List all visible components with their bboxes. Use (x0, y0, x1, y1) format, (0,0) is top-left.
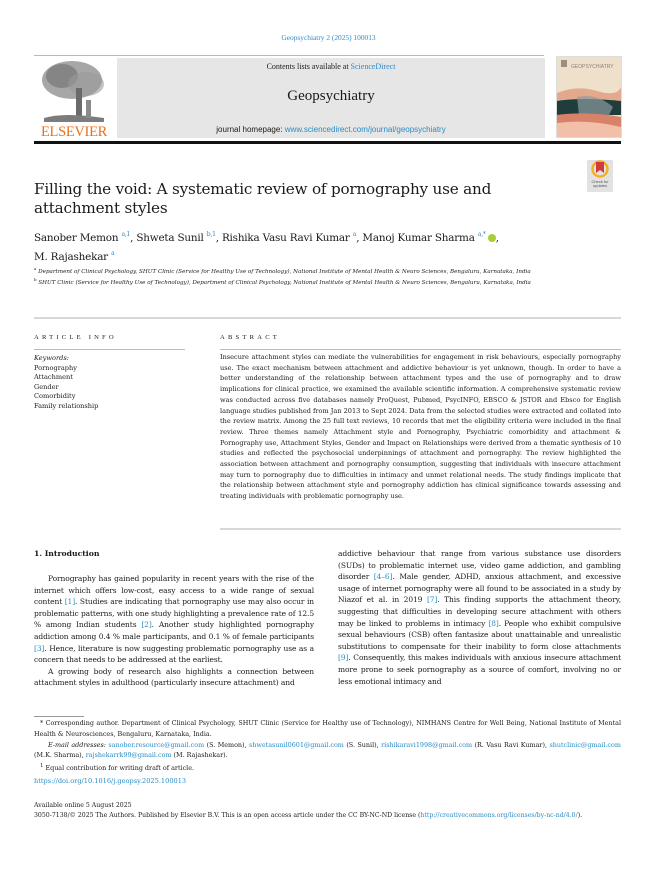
article-info-divider (34, 349, 185, 350)
article-info-heading: ARTICLE INFO (34, 334, 117, 341)
abstract-divider (220, 349, 621, 350)
abstract-heading: ABSTRACT (220, 334, 281, 341)
author[interactable] (362, 232, 495, 244)
email-owner: (R. Vasu Ravi Kumar) (474, 740, 545, 749)
paragraph: addictive behaviour that range from various substance use disorders (SUDs) to problematic internet use, video game addiction, and gambling disorder [4–6]. Male gender, ADHD, anxious attachment, and excessive usage of internet pornography were all found to be associated in a study by Niazof et al. in 2019 [7]. This finding supports the attachment theory, suggesting that difficulties in developing secure attachment with others may be linked to problems in intimacy [8]. People who exhibit compulsive sexual behaviours (CSB) often fantasize about unattainable and unrealistic substitutions to compensate for their inability to form close attachments [9]. Consequently, this makes individuals with anxious insecure attachment more prone to seek pornography as a source of comfort, involving no or less emotional intimacy and (338, 549, 622, 686)
equal-contribution-note (34, 761, 621, 774)
contents-available-line (117, 62, 545, 71)
affiliation-mark: a (34, 266, 37, 271)
email-owner: (S. Sunil) (346, 740, 377, 749)
sciencedirect-link[interactable]: ScienceDirect (350, 62, 396, 71)
affiliation-b (34, 276, 594, 287)
cover-title: GEOPSYCHIATRY (571, 64, 614, 70)
author[interactable] (34, 232, 130, 244)
doi-link[interactable]: https://doi.org/10.1016/j.geopsy.2025.100013 (34, 777, 187, 785)
author-affiliation-mark[interactable]: a,1 (121, 231, 131, 238)
keyword: Comorbidity (34, 392, 76, 401)
author-affiliation-mark[interactable]: a,* (477, 231, 486, 238)
equal-contribution-text: Equal contribution for writing draft of article. (45, 764, 195, 773)
affiliations (34, 265, 594, 287)
author[interactable] (222, 232, 356, 244)
author-name: Rishika Vasu Ravi Kumar (221, 232, 350, 244)
affiliation-text: SHUT Clinic (Service for Healthy Use of Technology), Department of Clinical Psychology, National Institute of Mental Health & Neuro Sciences, Bengaluru, Karnataka, India (38, 279, 531, 286)
author-name: M. Rajashekar (34, 251, 108, 263)
article-title: Filling the void: A systematic review of pornography use and attachment styles (34, 180, 492, 217)
journal-cover-image[interactable] (556, 56, 622, 138)
license-suffix: ). (577, 811, 583, 819)
citation-link[interactable]: [8] (488, 618, 499, 628)
citation-link[interactable]: [1] (64, 597, 76, 607)
keyword: Family relationship (34, 401, 99, 410)
email-link[interactable]: shwetasunil0601@gmail.com (249, 740, 344, 749)
author-affiliation-mark[interactable]: a (352, 231, 357, 238)
article-info-top-divider (34, 317, 621, 319)
crossmark-icon (587, 160, 613, 178)
paragraph: Pornography has gained popularity in recent years with the rise of the internet which offers low-cost, easy access to a wide range of sexual content [1]. Studies are indicating that pornography use may also occur in problematic patterns, with one study highlighting a prevalence rate of 12.5 % among Indian students [2]. Another study highlighted pornography addiction among 0.4 % male participants, and 0.1 % of female participants [3]. Hence, literature is now suggesting problematic pornography use as a concern that needs to be addressed at the earliest. (34, 574, 314, 665)
citation-link[interactable]: [3] (34, 643, 45, 653)
section-heading-introduction: 1. Introduction (34, 549, 100, 558)
check-for-updates-label: Check for updates (591, 179, 609, 189)
citation-link[interactable]: [7] (426, 595, 438, 605)
journal-name: Geopsychiatry (287, 88, 375, 104)
paragraph: A growing body of research also highlights a connection between attachment styles in adulthood (particularly insecure attachment) and (34, 666, 314, 688)
journal-reference-link[interactable]: Geopsychiatry 2 (2025) 100013 (281, 33, 376, 42)
available-online-date: Available online 5 August 2025 (34, 802, 132, 809)
email-owner: (M.K. Sharma) (34, 751, 82, 760)
citation-link[interactable]: [4–6] (373, 572, 393, 582)
author-affiliation-mark[interactable]: a (111, 250, 115, 257)
footnote-mark: 1 (40, 763, 44, 770)
header-thick-divider (34, 141, 621, 144)
license-link[interactable]: http://creativecommons.org/licenses/by-nc-nd/4.0/ (420, 811, 578, 819)
email-addresses: E-mail addresses: sanober.resource@gmail.com (S. Memon), shwetasunil0601@gmail.com (S. Sunil), rishikaravi1998@gmail.com (R. Vasu Ravi Kumar), shutclinic@gmail.com (M.K. Sharma), rajshekarrk99@gmail.com (M. Rajashekar). (34, 740, 621, 760)
homepage-prefix: journal homepage: (216, 125, 285, 134)
email-label: E-mail addresses: (48, 740, 106, 749)
email-link[interactable]: rishikaravi1998@gmail.com (381, 740, 473, 749)
author-list: Sanober Memon $^{a,1}$, Shweta Sunil $^{b,1}$, Rishika Vasu Ravi Kumar $^a$, Manoj Kumar Sharma $^{a,*}$ , M. Rajashekar $^a$ (34, 231, 499, 263)
affiliation-mark: b (34, 277, 37, 283)
email-link[interactable]: shutclinic@gmail.com (549, 740, 621, 749)
keywords-list (34, 354, 98, 412)
author-name: Manoj Kumar Sharma (362, 232, 475, 244)
top-divider (34, 55, 544, 56)
email-owner: (M. Rajashekar). (173, 751, 228, 760)
author-name: Sanober Memon (34, 232, 119, 244)
author-name: Shweta Sunil (136, 232, 204, 244)
keywords-label: Keywords: (34, 354, 69, 362)
contents-prefix: Contents lists available at (266, 62, 351, 71)
author[interactable] (34, 251, 114, 263)
author[interactable] (136, 232, 215, 244)
footnotes (34, 716, 621, 774)
keyword: Pornography (34, 363, 78, 372)
journal-homepage-link[interactable]: www.sciencedirect.com/journal/geopsychiatry (284, 125, 446, 134)
email-link[interactable]: sanober.resource@gmail.com (108, 740, 205, 749)
keyword: Gender (34, 382, 59, 391)
keyword: Attachment (34, 373, 73, 382)
corresponding-author-note: * Corresponding author. Department of Clinical Psychology, SHUT Clinic (Service for Healthy use of Technology), NIMHANS Centre for Well Being, National Institute of Mental Health & Neurosciences, Bengaluru, Karnataka, India. (34, 719, 621, 738)
license-statement (34, 811, 621, 821)
orcid-icon[interactable] (488, 234, 496, 242)
email-owner: (S. Memon) (206, 740, 245, 749)
license-text: 3050-7138/© 2025 The Authors. Published by Elsevier B.V. This is an open access article under the CC BY-NC-ND license ( (34, 811, 421, 819)
body-left-column (34, 573, 314, 689)
affiliation-text: Department of Clinical Psychology, SHUT Clinic (Service for Healthy Use of Technology), National Institute of Mental Health & Neuro Sciences, Bengaluru, Karnataka, India (38, 268, 531, 275)
journal-homepage-line (117, 125, 545, 134)
affiliation-a (34, 265, 594, 276)
publication-info (34, 801, 621, 821)
citation-link[interactable]: [9] (338, 653, 349, 663)
citation-link[interactable]: [2] (141, 620, 152, 630)
body-right-column (338, 548, 621, 687)
abstract-text: Insecure attachment styles can mediate the vulnerabilities for engagement in risk behaviours, especially pornography use. The exact mechanism between attachment and addictive behaviour is yet unknown, though. In order to have a better understanding of the relationship between attachment types and the use of pornography and to draw implications for clinical practice, we examined the available scientific information. A comprehensive systematic review was conducted across five databases namely ProQuest, Pubmed, PsycINFO, EBSCO & JSTOR and Ebsco for English language studies published from Jan 2013 to Sept 2024. Data from the selected studies were extracted and collated into the review matrix. Among the 25 full text reviews, 10 records that met the eligibility criteria were included in the final review. Three themes namely Attachment style and Pornography, Psychiatric comorbidity and attachment & Pornography use, Attachment Styles, Gender and Impact on Relationships were derived from a thematic synthesis of 10 studies and reflected the psychosocial underpinnings of attachment and pornography. The review highlighted the association between attachment and pornography consumption, suggesting that individuals with insecure attachment may turn to pornography due to difficulties in intimacy and unmet relational needs. The study findings implicate that the relationship between attachment style and pornography addiction has clinical significance towards assessing and treating individuals with problematic pornography use. (220, 353, 621, 501)
author-affiliation-mark[interactable]: b,1 (206, 231, 216, 238)
elsevier-wordmark: ELSEVIER (40, 124, 108, 140)
abstract-bottom-divider (220, 528, 621, 530)
email-link[interactable]: rajshekarrk99@gmail.com (85, 751, 172, 760)
